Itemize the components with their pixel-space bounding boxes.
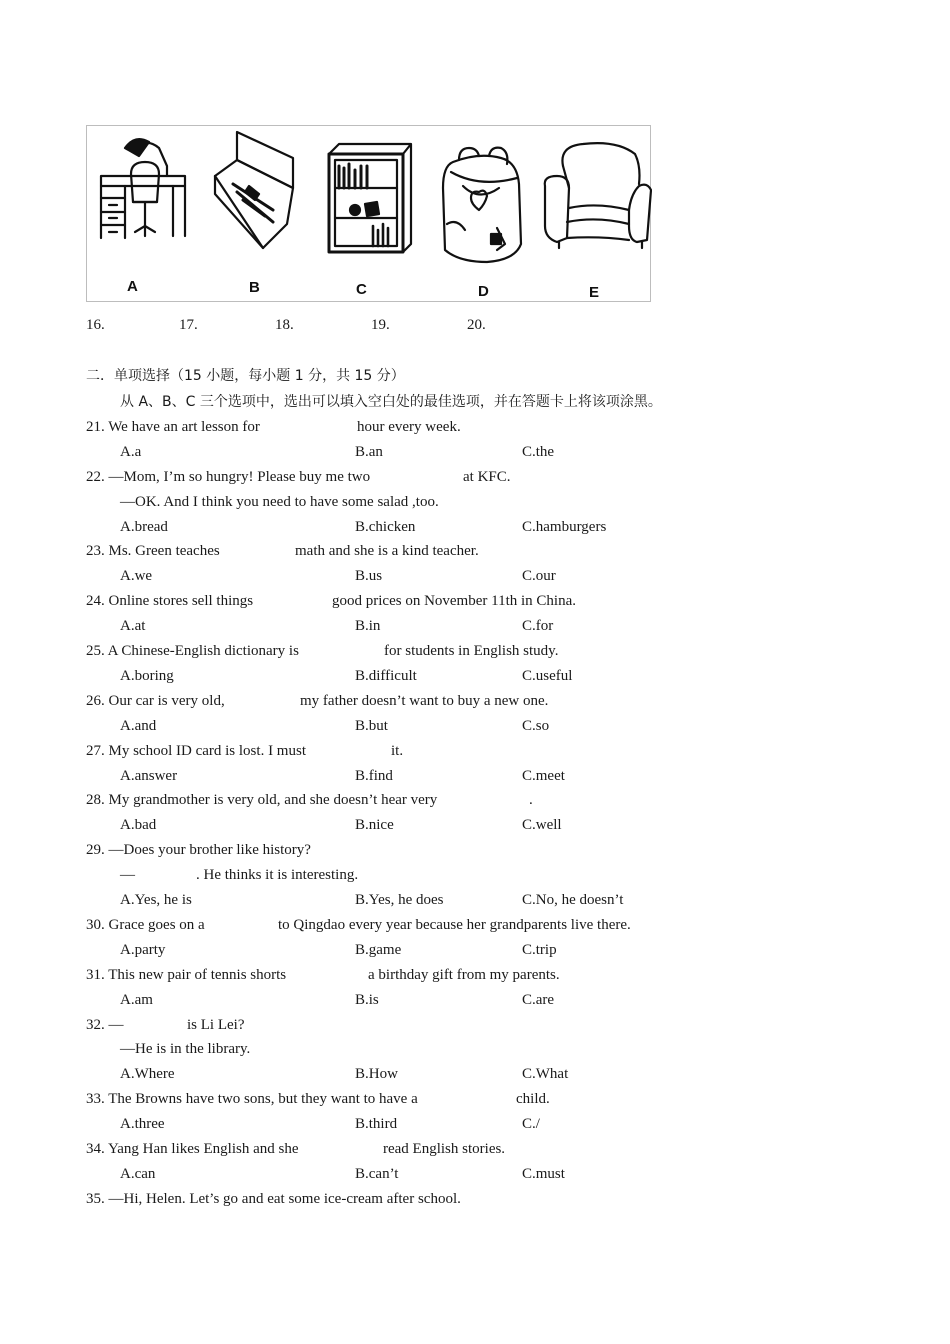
question-34-stem-end: read English stories. xyxy=(383,1141,506,1157)
question-30-option-c: C.trip xyxy=(522,942,557,958)
question-22-option-c: C.hamburgers xyxy=(522,519,607,535)
question-22-stem-end: at KFC. xyxy=(463,469,511,485)
pic-label-c: C xyxy=(356,281,367,298)
question-26-stem-end: my father doesn’t want to buy a new one. xyxy=(300,693,549,709)
question-33-stem-end: child. xyxy=(516,1091,550,1107)
question-23-stem: 23. Ms. Green teaches xyxy=(86,543,220,559)
pic-label-d: D xyxy=(478,283,489,300)
question-29-reply: . He thinks it is interesting. xyxy=(196,867,359,883)
question-21-option-a: A.a xyxy=(120,444,142,460)
question-24-option-c: C.for xyxy=(522,618,554,634)
section-instruction: 从 A、B、C 三个选项中，选出可以填入空白处的最佳选项，并在答题卡上将该项涂黑。 xyxy=(120,394,662,410)
question-22-option-b: B.chicken xyxy=(355,519,416,535)
pic-label-e: E xyxy=(589,284,600,301)
question-28-stem-end: . xyxy=(529,792,533,808)
question-32-reply: —He is in the library. xyxy=(120,1041,251,1057)
question-26-stem: 26. Our car is very old, xyxy=(86,693,225,709)
number-20: 20. xyxy=(467,317,486,333)
picture-drawings xyxy=(87,126,652,303)
question-32-option-c: C.What xyxy=(522,1066,569,1082)
question-21-stem-end: hour every week. xyxy=(357,419,461,435)
pic-label-b: B xyxy=(249,279,260,296)
pic-label-a: A xyxy=(127,278,138,295)
question-24-stem-end: good prices on November 11th in China. xyxy=(332,593,576,609)
question-23-option-b: B.us xyxy=(355,568,383,584)
question-30-option-b: B.game xyxy=(355,942,402,958)
answer-numbers-row xyxy=(0,317,950,337)
number-18: 18. xyxy=(275,317,294,333)
question-23-stem-end: math and she is a kind teacher. xyxy=(295,543,479,559)
question-34-stem: 34. Yang Han likes English and she xyxy=(86,1141,299,1157)
question-24-option-b: B.in xyxy=(355,618,381,634)
question-30-stem-end: to Qingdao every year because her grandparents live there. xyxy=(278,917,631,933)
question-31-stem: 31. This new pair of tennis shorts xyxy=(86,967,287,983)
question-25-option-a: A.boring xyxy=(120,668,174,684)
pencil-case-picture xyxy=(215,132,293,248)
question-25-stem: 25. A Chinese-English dictionary is xyxy=(86,643,299,659)
question-30-stem: 30. Grace goes on a xyxy=(86,917,205,933)
question-21-option-b: B.an xyxy=(355,444,383,460)
question-30-option-a: A.party xyxy=(120,942,166,958)
question-26-option-b: B.but xyxy=(355,718,388,734)
question-29-option-b: B.Yes, he does xyxy=(355,892,444,908)
question-34-option-a: A.can xyxy=(120,1166,156,1182)
question-32-option-b: B.How xyxy=(355,1066,398,1082)
section-title: 二．单项选择（15 小题，每小题 1 分，共 15 分） xyxy=(86,368,405,384)
question-24-option-a: A.at xyxy=(120,618,146,634)
question-23-option-a: A.we xyxy=(120,568,153,584)
picture-panel xyxy=(86,125,651,302)
question-25-option-c: C.useful xyxy=(522,668,573,684)
question-27-option-b: B.find xyxy=(355,768,393,784)
question-28-stem: 28. My grandmother is very old, and she doesn’t hear very xyxy=(86,792,438,808)
question-33-option-a: A.three xyxy=(120,1116,165,1132)
question-33-stem: 33. The Browns have two sons, but they want to have a xyxy=(86,1091,418,1107)
question-27-option-c: C.meet xyxy=(522,768,565,784)
question-31-option-b: B.is xyxy=(355,992,379,1008)
question-31-option-a: A.am xyxy=(120,992,153,1008)
question-34-option-b: B.can’t xyxy=(355,1166,399,1182)
question-25-stem-end: for students in English study. xyxy=(384,643,559,659)
question-25-option-b: B.difficult xyxy=(355,668,417,684)
question-27-option-a: A.answer xyxy=(120,768,178,784)
desk-lamp-chair-picture xyxy=(101,139,185,238)
number-17: 17. xyxy=(179,317,198,333)
question-27-stem-end: it. xyxy=(391,743,404,759)
question-33-option-c: C./ xyxy=(522,1116,540,1132)
question-31-stem-end: a birthday gift from my parents. xyxy=(368,967,560,983)
question-28-option-c: C.well xyxy=(522,817,562,833)
armchair-picture xyxy=(545,143,651,248)
question-32-option-a: A.Where xyxy=(120,1066,175,1082)
question-22-reply: —OK. And I think you need to have some salad ,too. xyxy=(120,494,439,510)
question-29-reply-dash: — xyxy=(120,867,135,883)
question-31-option-c: C.are xyxy=(522,992,555,1008)
question-29-option-c: C.No, he doesn’t xyxy=(522,892,624,908)
question-32-stem-end: is Li Lei? xyxy=(187,1017,245,1033)
question-22-option-a: A.bread xyxy=(120,519,168,535)
question-24-stem: 24. Online stores sell things xyxy=(86,593,254,609)
question-22-stem: 22. —Mom, I’m so hungry! Please buy me two xyxy=(86,469,371,485)
question-28-option-b: B.nice xyxy=(355,817,394,833)
question-29-stem: 29. —Does your brother like history? xyxy=(86,842,311,858)
question-33-option-b: B.third xyxy=(355,1116,398,1132)
question-21-stem: 21. We have an art lesson for xyxy=(86,419,260,435)
number-19: 19. xyxy=(371,317,390,333)
question-27-stem: 27. My school ID card is lost. I must xyxy=(86,743,306,759)
question-29-option-a: A.Yes, he is xyxy=(120,892,192,908)
question-28-option-a: A.bad xyxy=(120,817,157,833)
question-23-option-c: C.our xyxy=(522,568,556,584)
question-21-option-c: C.the xyxy=(522,444,555,460)
number-16: 16. xyxy=(86,317,105,333)
question-34-option-c: C.must xyxy=(522,1166,565,1182)
bookshelf-picture xyxy=(329,144,411,252)
question-35-stem: 35. —Hi, Helen. Let’s go and eat some ice-cream after school. xyxy=(86,1191,461,1207)
question-26-option-c: C.so xyxy=(522,718,550,734)
question-26-option-a: A.and xyxy=(120,718,157,734)
school-bag-picture xyxy=(443,148,521,262)
question-32-stem: 32. — xyxy=(86,1017,124,1033)
